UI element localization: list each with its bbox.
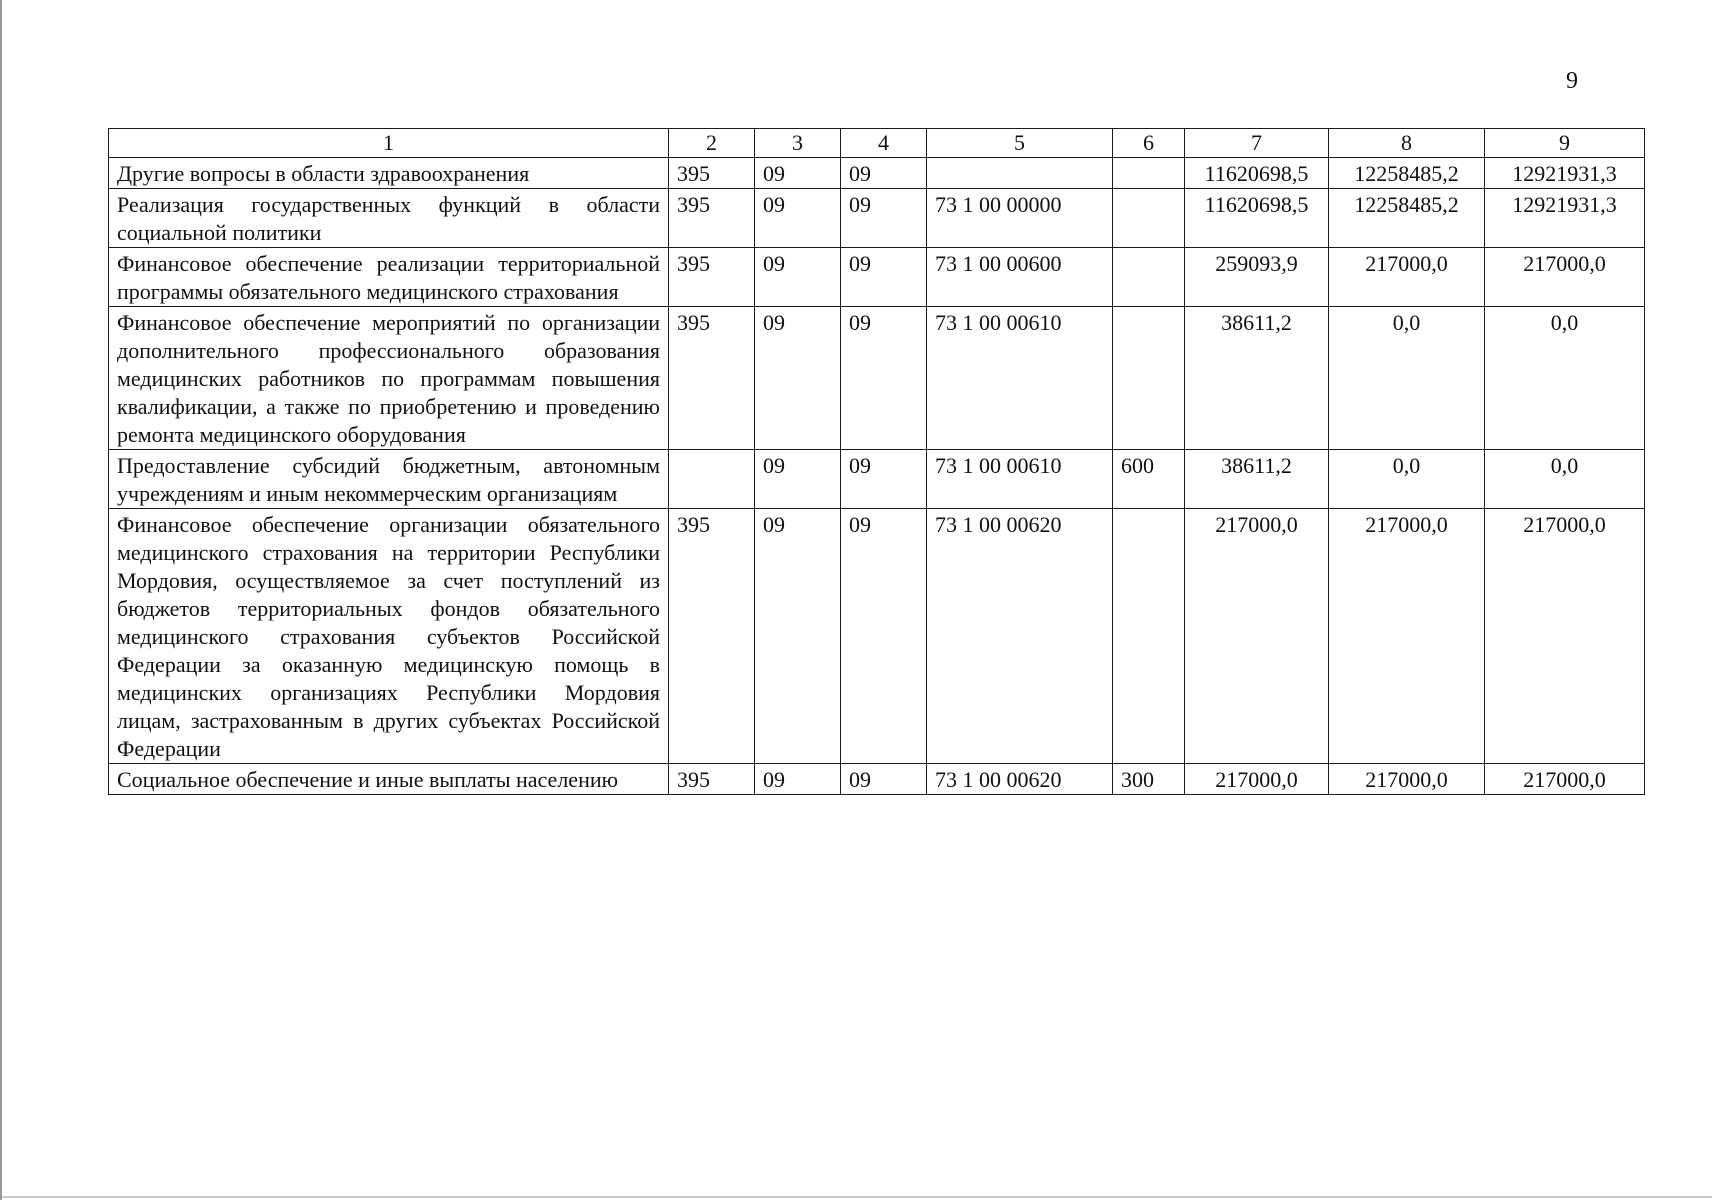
- cell-section-code: 09: [755, 450, 841, 509]
- cell-amount-9: 12921931,3: [1485, 158, 1645, 189]
- cell-section-code: 09: [755, 158, 841, 189]
- cell-section-code: 09: [755, 189, 841, 248]
- cell-ministry-code: 395: [669, 248, 755, 307]
- cell-amount-7: 11620698,5: [1185, 189, 1329, 248]
- row-name: Финансовое обеспечение мероприятий по организации дополнительного профессионального образования медицинских работников по программам повышения квалификации, а также по приобретению и проведению ремонта медицинского оборудования: [109, 307, 669, 450]
- cell-ministry-code: 395: [669, 189, 755, 248]
- table-row: [109, 509, 1645, 764]
- cell-expense-type: [1113, 248, 1185, 307]
- column-header-8: 8: [1329, 129, 1485, 158]
- cell-target-article: 73 1 00 00600: [927, 248, 1113, 307]
- cell-amount-9: 0,0: [1485, 307, 1645, 450]
- cell-section-code: 09: [755, 307, 841, 450]
- scan-bottom-edge: [2, 1196, 1712, 1198]
- cell-amount-7: 11620698,5: [1185, 158, 1329, 189]
- cell-ministry-code: 395: [669, 764, 755, 795]
- row-name: Предоставление субсидий бюджетным, автономным учреждениям и иным некоммерческим организациям: [109, 450, 669, 509]
- cell-amount-9: 0,0: [1485, 450, 1645, 509]
- cell-expense-type: [1113, 307, 1185, 450]
- cell-section-code: 09: [755, 509, 841, 764]
- cell-amount-8: 0,0: [1329, 307, 1485, 450]
- table-row: [109, 189, 1645, 248]
- cell-amount-8: 217000,0: [1329, 509, 1485, 764]
- row-name: Социальное обеспечение и иные выплаты населению: [109, 764, 669, 795]
- cell-amount-8: 12258485,2: [1329, 189, 1485, 248]
- cell-target-article: 73 1 00 00610: [927, 450, 1113, 509]
- cell-ministry-code: 395: [669, 158, 755, 189]
- page-number: 9: [1566, 68, 1578, 94]
- column-header-5: 5: [927, 129, 1113, 158]
- cell-expense-type: [1113, 509, 1185, 764]
- cell-amount-8: 0,0: [1329, 450, 1485, 509]
- cell-amount-7: 259093,9: [1185, 248, 1329, 307]
- column-header-2: 2: [669, 129, 755, 158]
- cell-section-code: 09: [755, 764, 841, 795]
- cell-expense-type: [1113, 189, 1185, 248]
- cell-amount-7: 38611,2: [1185, 307, 1329, 450]
- cell-expense-type: [1113, 158, 1185, 189]
- cell-target-article: 73 1 00 00620: [927, 764, 1113, 795]
- cell-amount-9: 217000,0: [1485, 248, 1645, 307]
- cell-amount-9: 217000,0: [1485, 764, 1645, 795]
- column-header-6: 6: [1113, 129, 1185, 158]
- row-name: Финансовое обеспечение реализации территориальной программы обязательного медицинского страхования: [109, 248, 669, 307]
- row-name: Финансовое обеспечение организации обязательного медицинского страхования на территории Республики Мордовия, осуществляемое за счет поступлений из бюджетов территориальных фондов обязательного медицинского страхования субъектов Российской Федерации за оказанную медицинскую помощь в медицинских организациях Республики Мордовия лицам, застрахованным в других субъектах Российской Федерации: [109, 509, 669, 764]
- cell-target-article: 73 1 00 00620: [927, 509, 1113, 764]
- budget-table: [108, 128, 1645, 795]
- cell-amount-8: 12258485,2: [1329, 158, 1485, 189]
- cell-amount-8: 217000,0: [1329, 764, 1485, 795]
- cell-subsection-code: 09: [841, 450, 927, 509]
- column-header-7: 7: [1185, 129, 1329, 158]
- table-row: [109, 307, 1645, 450]
- header-row: [109, 129, 1645, 158]
- cell-target-article: 73 1 00 00000: [927, 189, 1113, 248]
- cell-amount-7: 217000,0: [1185, 509, 1329, 764]
- cell-subsection-code: 09: [841, 307, 927, 450]
- cell-section-code: 09: [755, 248, 841, 307]
- cell-ministry-code: 395: [669, 307, 755, 450]
- table-row: [109, 248, 1645, 307]
- column-header-3: 3: [755, 129, 841, 158]
- cell-target-article: [927, 158, 1113, 189]
- cell-expense-type: 600: [1113, 450, 1185, 509]
- table-row: [109, 764, 1645, 795]
- row-name: Другие вопросы в области здравоохранения: [109, 158, 669, 189]
- column-header-1: 1: [109, 129, 669, 158]
- cell-subsection-code: 09: [841, 248, 927, 307]
- row-name: Реализация государственных функций в области социальной политики: [109, 189, 669, 248]
- cell-subsection-code: 09: [841, 189, 927, 248]
- column-header-9: 9: [1485, 129, 1645, 158]
- cell-subsection-code: 09: [841, 764, 927, 795]
- cell-amount-9: 12921931,3: [1485, 189, 1645, 248]
- table-row: [109, 450, 1645, 509]
- cell-amount-7: 38611,2: [1185, 450, 1329, 509]
- cell-ministry-code: [669, 450, 755, 509]
- cell-subsection-code: 09: [841, 158, 927, 189]
- cell-amount-9: 217000,0: [1485, 509, 1645, 764]
- cell-ministry-code: 395: [669, 509, 755, 764]
- cell-expense-type: 300: [1113, 764, 1185, 795]
- cell-amount-8: 217000,0: [1329, 248, 1485, 307]
- column-header-4: 4: [841, 129, 927, 158]
- table-row: [109, 158, 1645, 189]
- cell-amount-7: 217000,0: [1185, 764, 1329, 795]
- cell-subsection-code: 09: [841, 509, 927, 764]
- cell-target-article: 73 1 00 00610: [927, 307, 1113, 450]
